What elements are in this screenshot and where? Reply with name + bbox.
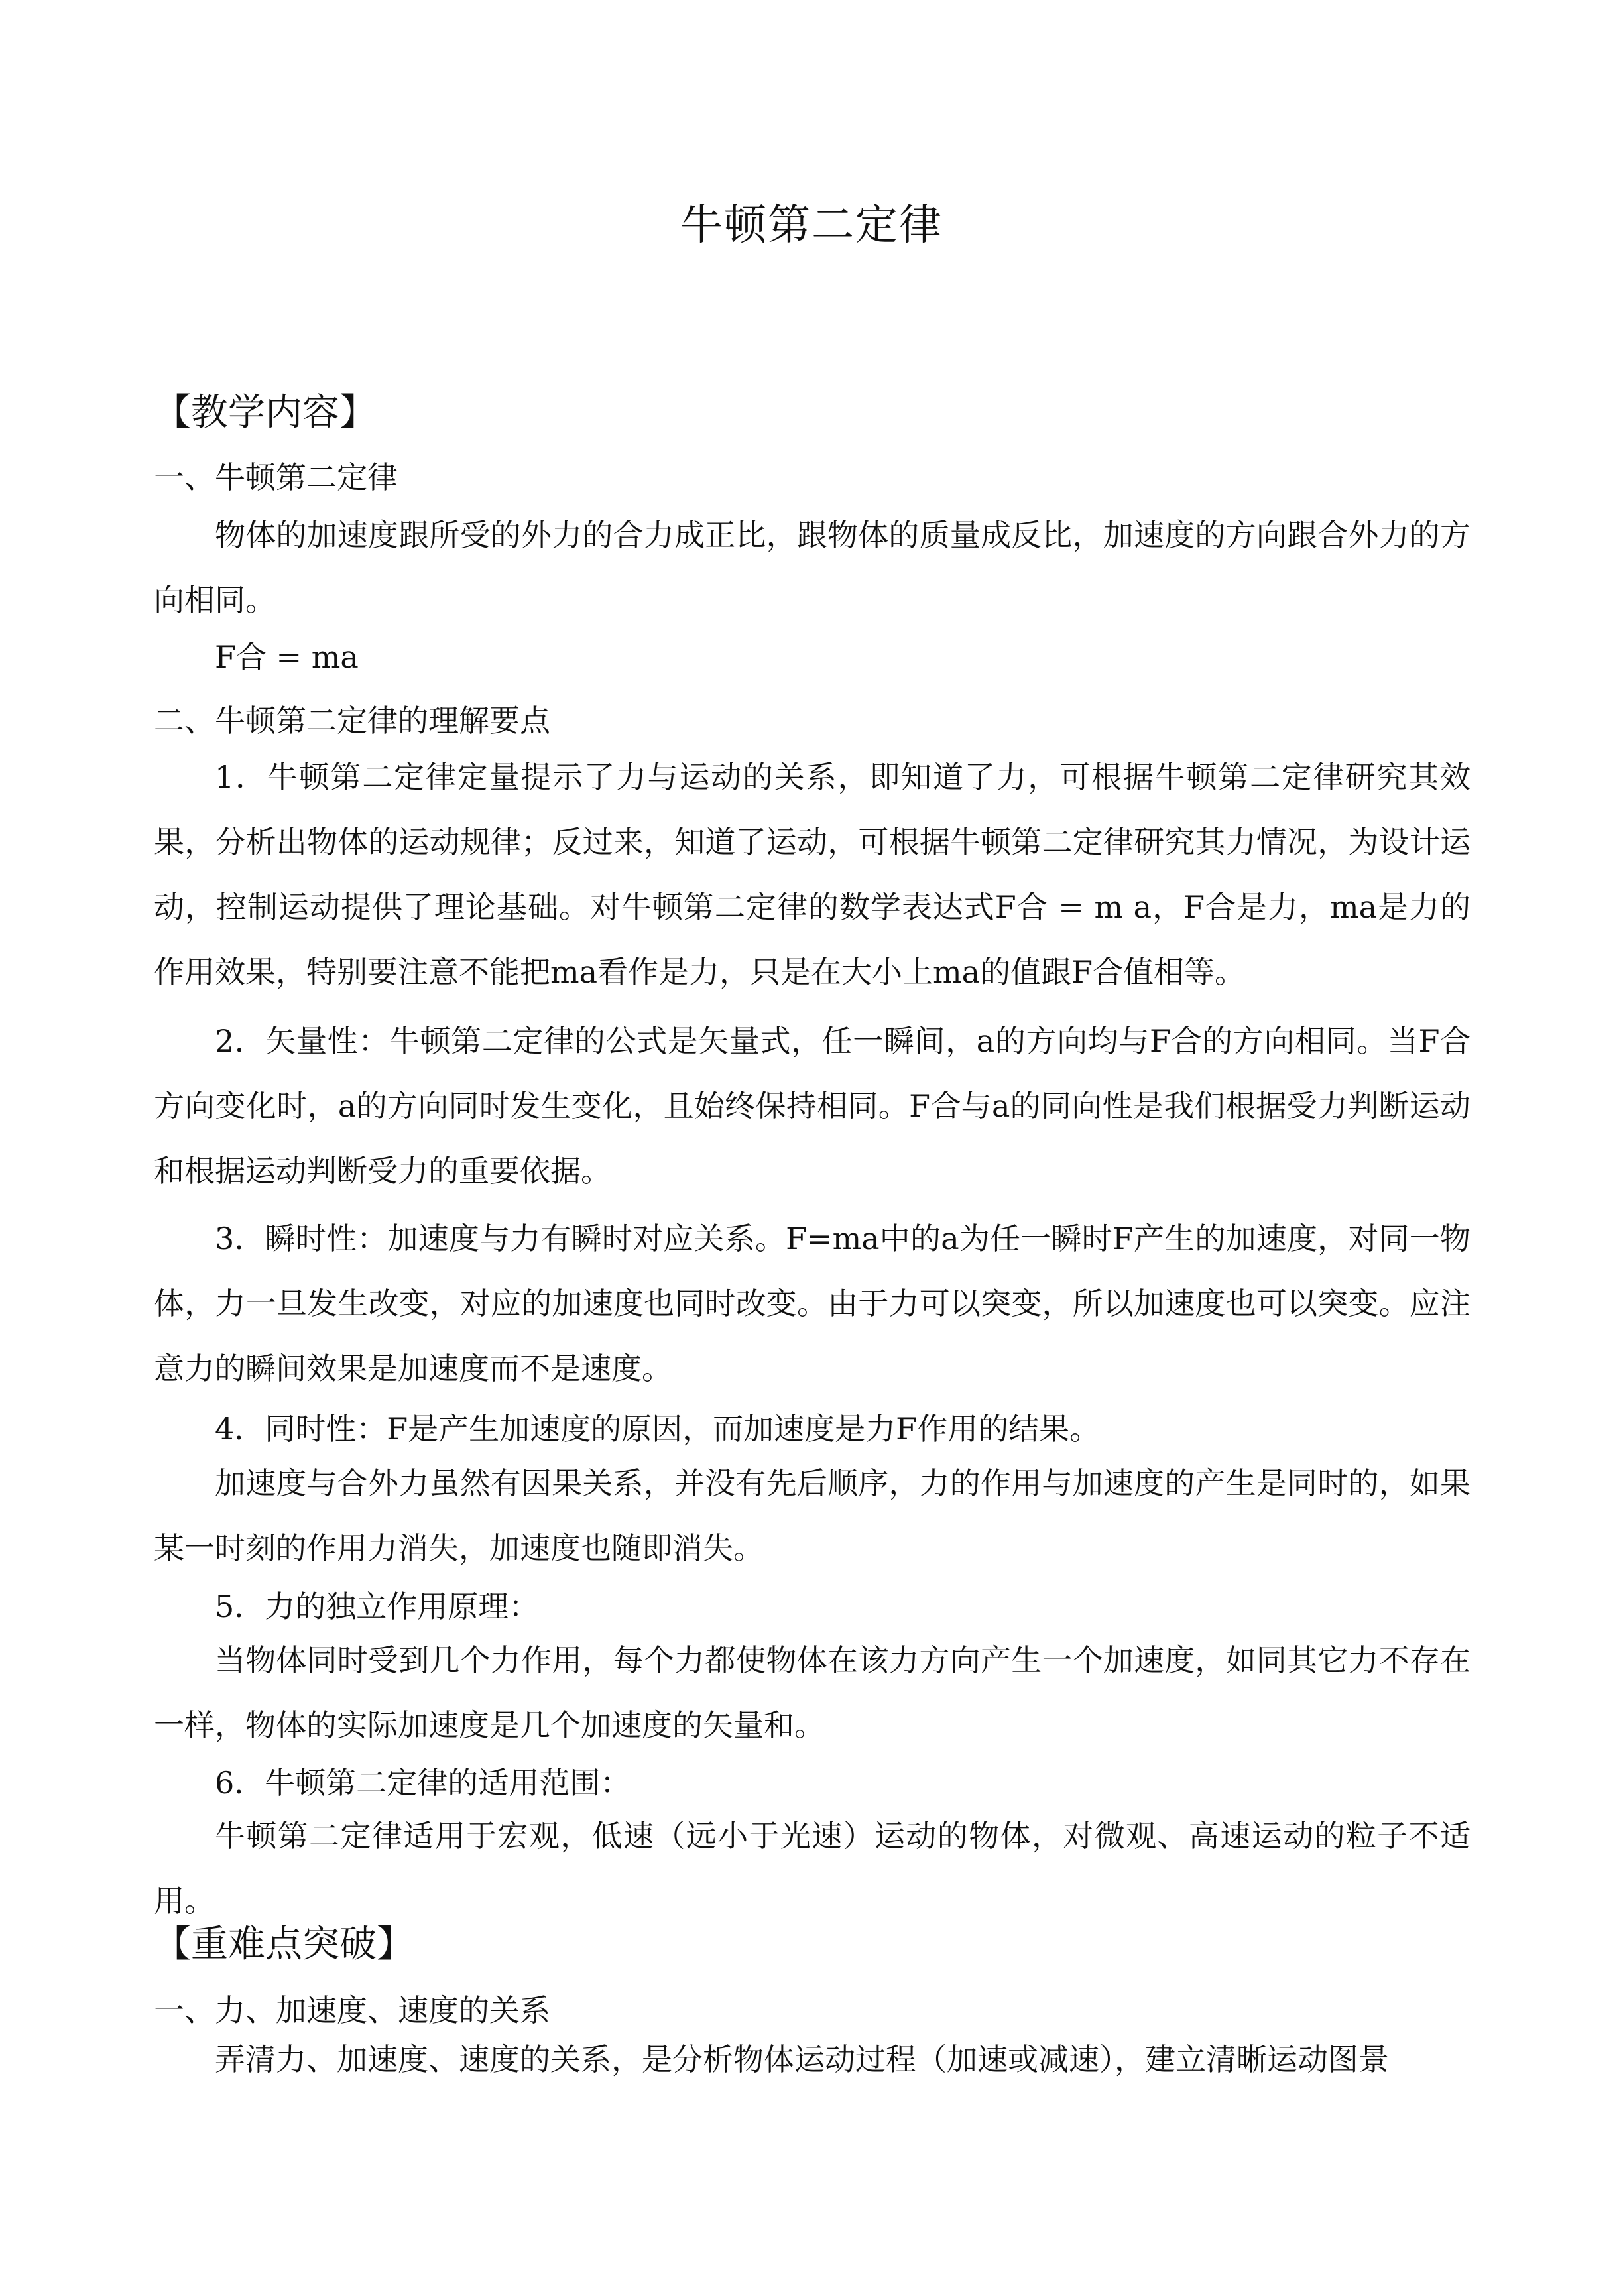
formula: F合 = ma [215, 639, 359, 675]
paragraph-point-6: 6．牛顿第二定律的适用范围： [215, 1765, 631, 1801]
paragraph-point-1: 1．牛顿第二定律定量提示了力与运动的关系，即知道了力，可根据牛顿第二定律研究其效果，分析出物体的运动规律；反过来，知道了运动，可根据牛顿第二定律研究其力情况，为设计运动，控制运动提供了理论基础。对牛顿第二定律的数学表达式F合 = m a，F合是力，ma是力的作用效果，特别要注意不能把ma看作是力，只是在大小上ma的值跟F合值相等。 [154, 759, 1471, 990]
section-teaching-content: 【教学内容】 [154, 391, 377, 434]
paragraph-point-2: 2．矢量性：牛顿第二定律的公式是矢量式，任一瞬间，a的方向均与F合的方向相同。当F合方向变化时，a的方向同时发生变化，且始终保持相同。F合与a的同向性是我们根据受力判断运动和根据运动判断受力的重要依据。 [154, 1023, 1471, 1189]
paragraph-definition: 物体的加速度跟所受的外力的合力成正比，跟物体的质量成反比，加速度的方向跟合外力的方向相同。 [154, 517, 1471, 618]
paragraph-point-4-detail: 加速度与合外力虽然有因果关系，并没有先后顺序，力的作用与加速度的产生是同时的，如果某一时刻的作用力消失，加速度也随即消失。 [154, 1465, 1471, 1566]
heading-force-acceleration-velocity: 一、力、加速度、速度的关系 [154, 1992, 550, 2028]
paragraph-point-3: 3．瞬时性：加速度与力有瞬时对应关系。F=ma中的a为任一瞬时F产生的加速度，对同一物体，力一旦发生改变，对应的加速度也同时改变。由于力可以突变，所以加速度也可以突变。应注意力的瞬间效果是加速度而不是速度。 [154, 1221, 1471, 1386]
heading-key-points: 二、牛顿第二定律的理解要点 [154, 703, 550, 739]
heading-newton-second-law: 一、牛顿第二定律 [154, 459, 398, 495]
paragraph-point-6-detail: 牛顿第二定律适用于宏观，低速（远小于光速）运动的物体，对微观、高速运动的粒子不适用。 [154, 1818, 1471, 1919]
paragraph-relation: 弄清力、加速度、速度的关系，是分析物体运动过程（加速或减速），建立清晰运动图景 [215, 2041, 1389, 2077]
page-title: 牛顿第二定律 [680, 201, 943, 250]
paragraph-point-5: 5．力的独立作用原理： [215, 1589, 540, 1624]
paragraph-point-4: 4．同时性：F是产生加速度的原因，而加速度是力F作用的结果。 [215, 1411, 1101, 1447]
paragraph-point-5-detail: 当物体同时受到几个力作用，每个力都使物体在该力方向产生一个加速度，如同其它力不存在一样，物体的实际加速度是几个加速度的矢量和。 [154, 1642, 1471, 1743]
section-difficulty-breakthrough: 【重难点突破】 [154, 1923, 414, 1966]
